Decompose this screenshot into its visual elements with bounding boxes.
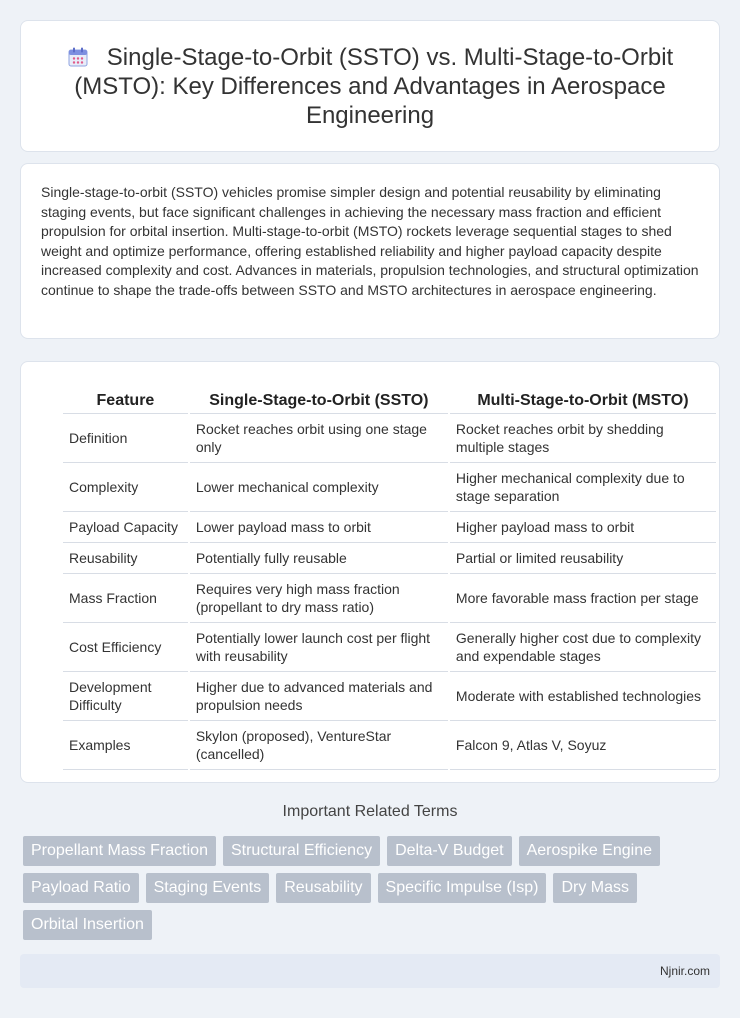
feature-cell: Development Difficulty — [63, 672, 188, 721]
related-term-tag[interactable]: Orbital Insertion — [23, 910, 152, 940]
feature-cell: Mass Fraction — [63, 574, 188, 623]
feature-cell: Cost Efficiency — [63, 623, 188, 672]
related-term-tag[interactable]: Propellant Mass Fraction — [23, 836, 216, 866]
column-header-ssto: Single-Stage-to-Orbit (SSTO) — [190, 382, 448, 414]
page-title — [61, 43, 679, 130]
ssto-cell: Rocket reaches orbit using one stage only — [190, 414, 448, 463]
related-terms-heading: Important Related Terms — [282, 803, 458, 820]
table-row — [63, 623, 716, 672]
msto-cell: Higher mechanical complexity due to stage separation — [450, 463, 716, 512]
table-row — [63, 543, 716, 574]
column-header-feature: Feature — [63, 382, 188, 414]
calendar-icon — [67, 46, 89, 68]
msto-cell: Rocket reaches orbit by shedding multiple stages — [450, 414, 716, 463]
footer — [20, 954, 720, 988]
ssto-cell: Lower mechanical complexity — [190, 463, 448, 512]
related-term-tag[interactable]: Aerospike Engine — [519, 836, 660, 866]
ssto-cell: Potentially lower launch cost per flight with reusability — [190, 623, 448, 672]
table-row — [63, 463, 716, 512]
intro-card — [20, 163, 720, 339]
footer-site-link[interactable]: Njnir.com — [659, 964, 710, 978]
page-title-text: Single-Stage-to-Orbit (SSTO) vs. Multi-Stage-to-Orbit (MSTO): Key Differences and Advantages in Aerospace Engineering — [74, 43, 674, 129]
ssto-cell: Requires very high mass fraction (propellant to dry mass ratio) — [190, 574, 448, 623]
title-card — [20, 20, 720, 152]
ssto-cell: Potentially fully reusable — [190, 543, 448, 574]
msto-cell: Partial or limited reusability — [450, 543, 716, 574]
ssto-cell: Higher due to advanced materials and propulsion needs — [190, 672, 448, 721]
related-term-tag[interactable]: Staging Events — [146, 873, 270, 903]
feature-cell: Payload Capacity — [63, 512, 188, 543]
feature-cell: Reusability — [63, 543, 188, 574]
table-row — [63, 512, 716, 543]
comparison-table — [61, 382, 718, 770]
related-term-tag[interactable]: Specific Impulse (Isp) — [378, 873, 547, 903]
ssto-cell: Lower payload mass to orbit — [190, 512, 448, 543]
feature-cell: Definition — [63, 414, 188, 463]
msto-cell: Higher payload mass to orbit — [450, 512, 716, 543]
table-row — [63, 414, 716, 463]
table-row — [63, 672, 716, 721]
related-term-tag[interactable]: Payload Ratio — [23, 873, 139, 903]
comparison-card — [20, 361, 720, 783]
msto-cell: Generally higher cost due to complexity and expendable stages — [450, 623, 716, 672]
msto-cell: Falcon 9, Atlas V, Soyuz — [450, 721, 716, 770]
related-terms-list — [23, 836, 683, 940]
related-term-tag[interactable]: Dry Mass — [553, 873, 637, 903]
intro-paragraph: Single-stage-to-orbit (SSTO) vehicles promise simpler design and potential reusability by eliminating staging events, but face significant challenges in achieving the necessary mass fraction and efficient propulsion for orbital insertion. Multi-stage-to-orbit (MSTO) rockets leverage sequential stages to shed weight and optimize performance, offering established reliability and higher payload capacity despite increased complexity and cost. Advances in materials, propulsion technologies, and structural optimization continue to shape the trade-offs between SSTO and MSTO architectures in aerospace engineering. — [41, 184, 699, 298]
related-term-tag[interactable]: Delta-V Budget — [387, 836, 512, 866]
column-header-msto: Multi-Stage-to-Orbit (MSTO) — [450, 382, 716, 414]
feature-cell: Examples — [63, 721, 188, 770]
table-header-row — [63, 382, 716, 414]
msto-cell: More favorable mass fraction per stage — [450, 574, 716, 623]
related-term-tag[interactable]: Reusability — [276, 873, 370, 903]
ssto-cell: Skylon (proposed), VentureStar (cancelled) — [190, 721, 448, 770]
feature-cell: Complexity — [63, 463, 188, 512]
related-term-tag[interactable]: Structural Efficiency — [223, 836, 380, 866]
msto-cell: Moderate with established technologies — [450, 672, 716, 721]
table-row — [63, 721, 716, 770]
table-row — [63, 574, 716, 623]
